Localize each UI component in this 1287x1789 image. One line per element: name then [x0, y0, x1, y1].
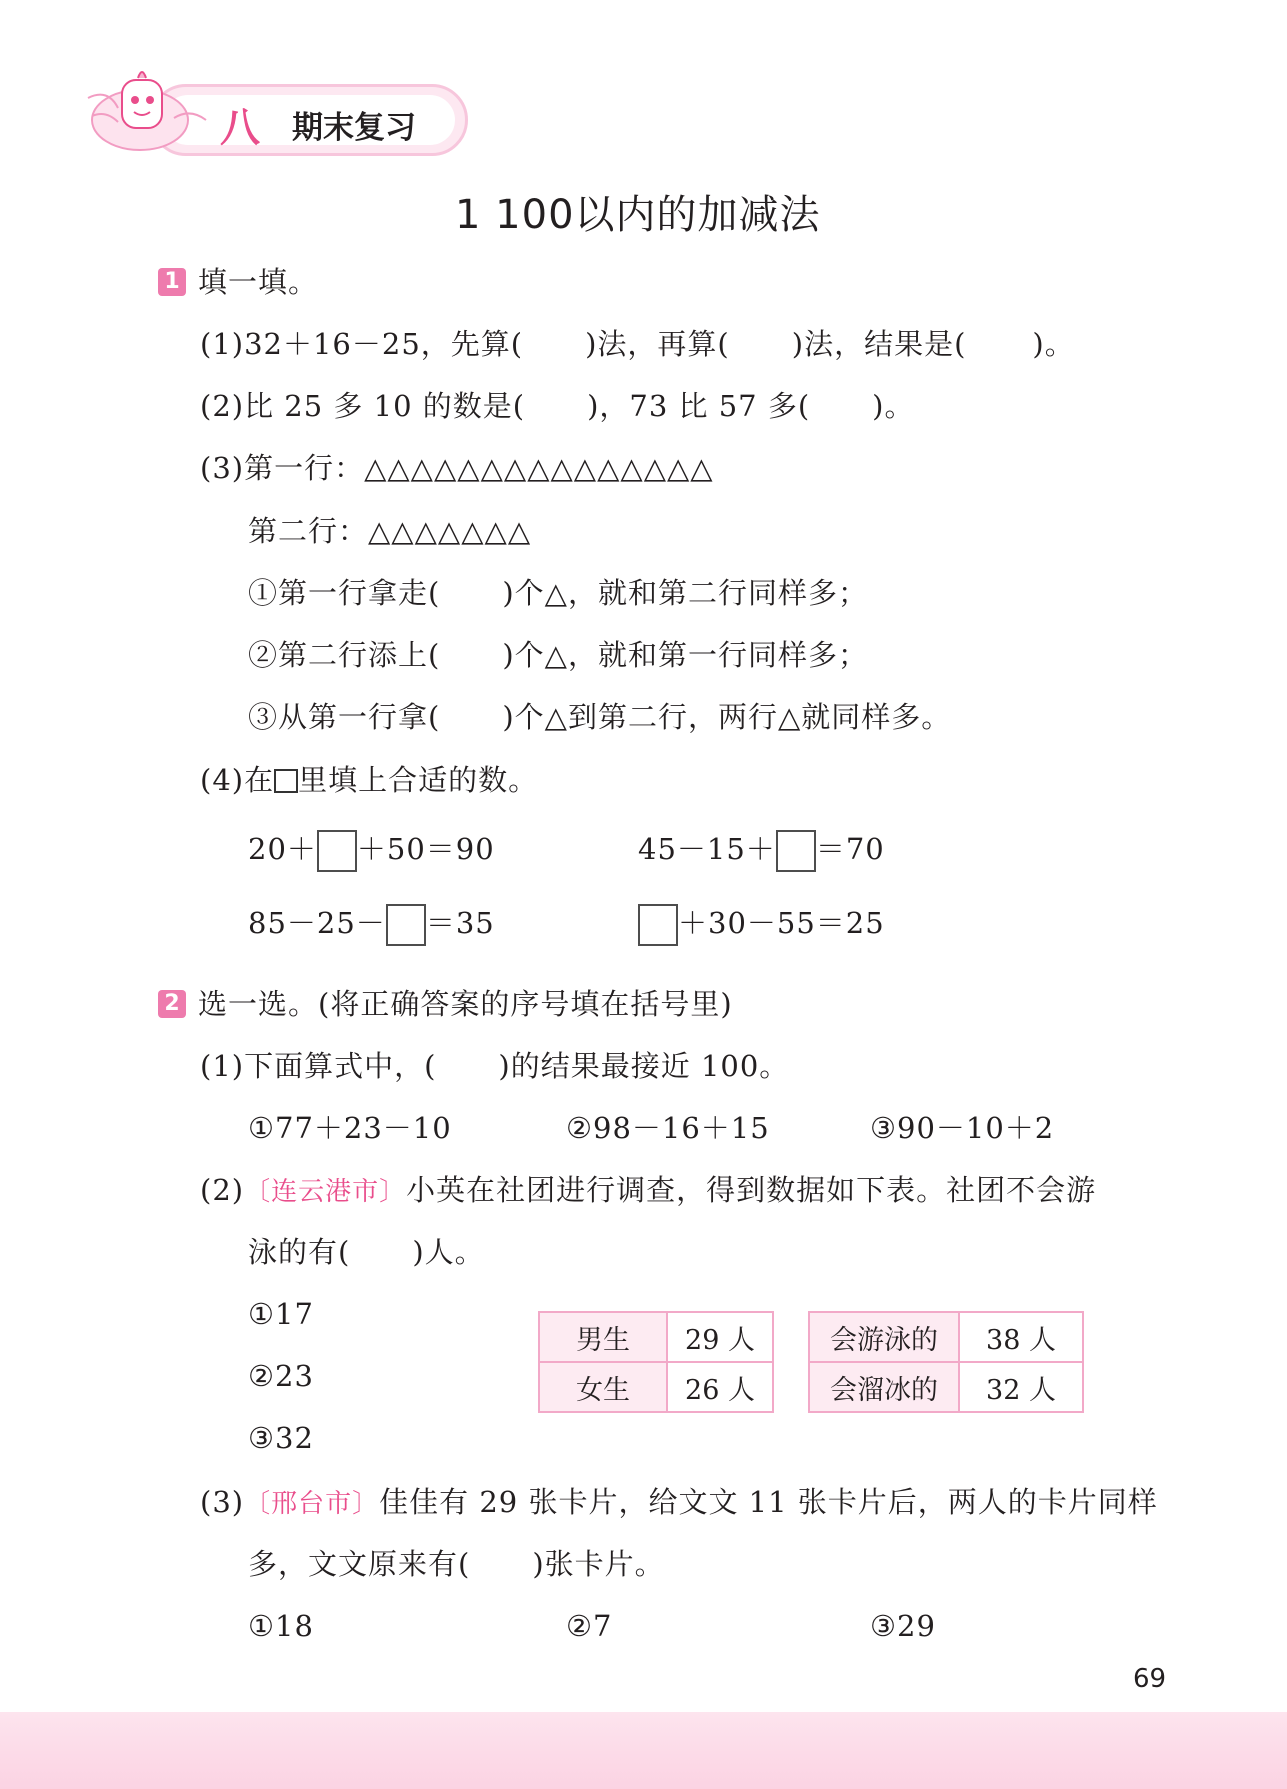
table-row: 男生 29 人 [539, 1312, 773, 1362]
q2-part1-option2: ②98－16＋15 [566, 1111, 770, 1145]
table-row: 会游泳的 38 人 [809, 1312, 1083, 1362]
q1-part3-sub3: ③从第一行拿( )个△到第二行，两行△就同样多。 [248, 700, 952, 734]
footer-band [0, 1712, 1287, 1789]
q2-part3-option3: ③29 [870, 1609, 936, 1643]
q2-part3-option2: ②7 [566, 1609, 613, 1643]
q2-part2-line1: (2)〔连云港市〕小英在社团进行调查，得到数据如下表。社团不会游 [200, 1173, 1097, 1207]
equation-1: 20＋ ＋50＝90 [248, 830, 495, 872]
chapter-title: 期末复习 [292, 110, 416, 146]
lesson-title: 1 100以内的加减法 [455, 192, 821, 238]
q2-part3-option1: ①18 [248, 1609, 314, 1643]
answer-box[interactable] [317, 830, 357, 872]
equation-4: ＋30－55＝25 [638, 904, 885, 946]
question-2-badge: 2 [158, 990, 186, 1018]
q2-part1-option1: ①77＋23－10 [248, 1111, 452, 1145]
small-box-icon [274, 769, 298, 793]
question-1-title: 填一填。 [198, 265, 319, 299]
q2-part1-option3: ③90－10＋2 [870, 1111, 1055, 1145]
q2-part2-option2: ②23 [248, 1359, 314, 1393]
q2-part1: (1)下面算式中，( )的结果最接近 100。 [200, 1049, 790, 1083]
answer-box[interactable] [386, 904, 426, 946]
q1-part3-sub1: ①第一行拿走( )个△，就和第二行同样多； [248, 576, 868, 610]
q1-part3-row2: 第二行：△△△△△△△ [248, 514, 532, 548]
q2-part3-line1: (3)〔邢台市〕佳佳有 29 张卡片，给文文 11 张卡片后，两人的卡片同样 [200, 1485, 1158, 1519]
skill-table [808, 1311, 1084, 1413]
answer-box[interactable] [638, 904, 678, 946]
q1-part3-sub2: ②第二行添上( )个△，就和第一行同样多； [248, 638, 868, 672]
mascot-illustration [78, 58, 218, 158]
q2-part2-option1: ①17 [248, 1297, 314, 1331]
equation-2: 45－15＋ ＝70 [638, 830, 885, 872]
q2-part2-line2: 泳的有( )人。 [248, 1235, 485, 1269]
chapter-number: 八 [220, 105, 260, 151]
equation-3: 85－25－ ＝35 [248, 904, 495, 946]
city-tag: 〔连云港市〕 [244, 1177, 407, 1207]
q1-part4-instruction: (4)在 里填上合适的数。 [200, 763, 539, 797]
q1-part1: (1)32＋16－25，先算( )法，再算( )法，结果是( )。 [200, 327, 1075, 361]
question-1-badge: 1 [158, 268, 186, 296]
gender-table [538, 1311, 774, 1413]
q1-part3-row1: (3)第一行：△△△△△△△△△△△△△△△ [200, 451, 714, 485]
page-number: 69 [1133, 1664, 1167, 1694]
q1-part2: (2)比 25 多 10 的数是( )，73 比 57 多( )。 [200, 389, 915, 423]
answer-box[interactable] [776, 830, 816, 872]
q2-part3-line2: 多，文文原来有( )张卡片。 [248, 1547, 665, 1581]
question-2-title: 选一选。(将正确答案的序号填在括号里) [198, 987, 733, 1021]
table-row: 会溜冰的 32 人 [809, 1362, 1083, 1412]
q2-part2-option3: ③32 [248, 1421, 314, 1455]
table-row: 女生 26 人 [539, 1362, 773, 1412]
city-tag: 〔邢台市〕 [244, 1489, 380, 1519]
